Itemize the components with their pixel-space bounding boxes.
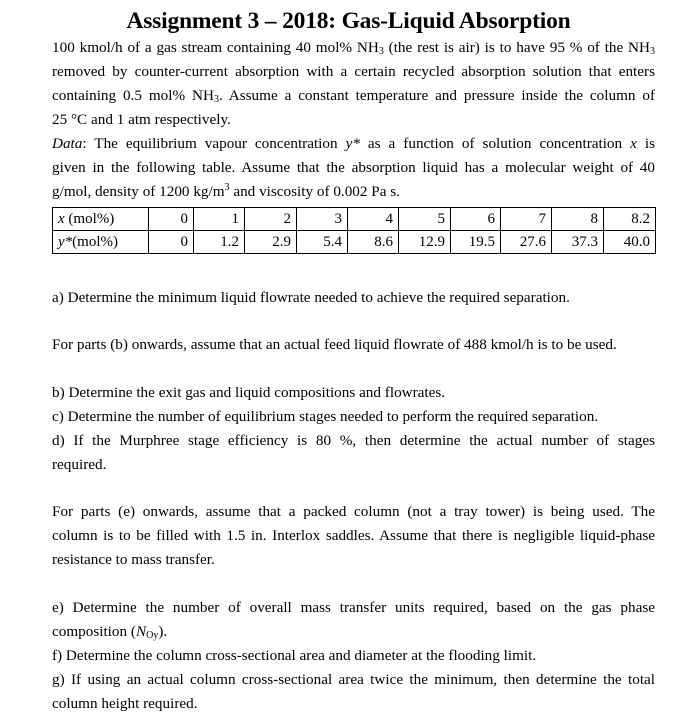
unit-label: (mol%): [72, 234, 118, 250]
text-run: c) Determine the number of equilibrium stages needed to perform the required separation.: [52, 408, 599, 425]
variable-y-star: y*: [345, 135, 360, 152]
row-header-x: [53, 208, 149, 231]
table-cell: 0: [149, 208, 194, 231]
text-run: required.: [52, 456, 107, 473]
text-run: a) Determine the minimum liquid flowrate needed to achieve the required separation.: [52, 289, 570, 306]
table-row-x: [53, 208, 656, 231]
question-g-continued: [52, 692, 655, 716]
data-line: [52, 156, 655, 180]
data-line: [52, 132, 655, 156]
equilibrium-data-table: [52, 207, 656, 254]
page-title: Assignment 3 – 2018: Gas-Liquid Absorption: [126, 8, 571, 34]
table-cell: 7: [501, 208, 552, 231]
text-run: g) If using an actual column cross-sectional area twice the minimum, then determine the total: [52, 671, 655, 688]
table-cell: 0: [149, 231, 194, 254]
unit-label: (mol%): [64, 211, 115, 227]
text-run: as a function of solution concentration: [359, 135, 631, 152]
text-run: f) Determine the column cross-sectional area and diameter at the flooding limit.: [52, 647, 537, 664]
text-run: given in the following table. Assume that the absorption liquid has a molecular weight of 40: [52, 159, 655, 176]
text-run: is: [636, 135, 655, 152]
text-run: b) Determine the exit gas and liquid compositions and flowrates.: [52, 384, 446, 401]
question-f: [52, 644, 655, 668]
text-run: column height required.: [52, 695, 198, 712]
variable-y-star: y*: [58, 234, 73, 250]
table-cell: 4: [348, 208, 399, 231]
intro-line: [52, 60, 655, 84]
table-cell: 1: [194, 208, 245, 231]
note-line: [52, 524, 655, 548]
text-run: and viscosity of 0.002 Pa s.: [229, 183, 400, 200]
text-run: 100 kmol/h of a gas stream containing 40 mol% NH: [52, 39, 379, 56]
table-cell: 1.2: [194, 231, 245, 254]
text-run: For parts (e) onwards, assume that a packed column (not a tray tower) is being used. The: [52, 503, 655, 520]
variable-x: x: [58, 211, 65, 227]
superscript: 3: [224, 182, 230, 193]
table-cell: 8.2: [604, 208, 656, 231]
text-run: For parts (b) onwards, assume that an actual feed liquid flowrate of 488 kmol/h is to be used.: [52, 336, 617, 353]
text-run: ).: [158, 623, 168, 640]
subscript: Oy: [146, 630, 159, 641]
variable-n: N: [135, 623, 147, 640]
text-run: 25 °C and 1 atm respectively.: [52, 111, 231, 128]
table-cell: 12.9: [399, 231, 451, 254]
text-run: resistance to mass transfer.: [52, 551, 215, 568]
table-cell: 2: [245, 208, 297, 231]
note-parts-e-onwards: [52, 500, 655, 572]
note-line: [52, 333, 655, 357]
intro-paragraph: [52, 36, 655, 132]
text-run: column is to be filled with 1.5 in. Interlox saddles. Assume that there is negligible liquid-phase: [52, 527, 655, 544]
row-header-y: [53, 231, 149, 254]
text-run: g/mol, density of 1200 kg/m: [52, 183, 225, 200]
text-run: e) Determine the number of overall mass transfer units required, based on the gas phase: [52, 599, 655, 616]
subscript: 3: [213, 94, 219, 105]
table-cell: 5.4: [297, 231, 348, 254]
question-a: [52, 286, 655, 310]
question-line: [52, 286, 655, 310]
table-cell: 27.6: [501, 231, 552, 254]
questions-b-to-d: [52, 381, 655, 477]
text-run: (the rest is air) is to have 95 % of the NH: [383, 39, 650, 56]
intro-line: [52, 84, 655, 108]
question-b: [52, 381, 655, 405]
subscript: 3: [650, 46, 655, 57]
table-cell: 37.3: [552, 231, 604, 254]
table-cell: 19.5: [451, 231, 501, 254]
text-run: : The equilibrium vapour concentration: [82, 135, 346, 152]
table-row-y: [53, 231, 656, 254]
table-cell: 8.6: [348, 231, 399, 254]
question-d-continued: [52, 453, 655, 477]
text-run: . Assume a constant temperature and pressure inside the column of: [218, 87, 656, 104]
question-e-continued: [52, 620, 655, 644]
table-cell: 5: [399, 208, 451, 231]
data-line: [52, 180, 655, 204]
table-cell: 2.9: [245, 231, 297, 254]
note-parts-b-onwards: [52, 333, 655, 357]
text-run: removed by counter-current absorption with a certain recycled absorption solution that enters: [52, 63, 655, 80]
questions-e-to-g: [52, 596, 655, 716]
variable-x: x: [630, 135, 637, 152]
question-c: [52, 405, 655, 429]
table-cell: 40.0: [604, 231, 656, 254]
intro-line: [52, 36, 655, 60]
note-line: [52, 548, 655, 572]
text-run: containing 0.5 mol% NH: [52, 87, 214, 104]
data-paragraph: [52, 132, 655, 204]
question-e: [52, 596, 655, 620]
table-cell: 6: [451, 208, 501, 231]
question-g: [52, 668, 655, 692]
note-line: [52, 500, 655, 524]
text-run: d) If the Murphree stage efficiency is 80 %, then determine the actual number of stages: [52, 432, 655, 449]
table-cell: 3: [297, 208, 348, 231]
text-run: composition (: [52, 623, 136, 640]
intro-line: [52, 108, 655, 132]
data-label: Data: [52, 135, 83, 152]
question-d: [52, 429, 655, 453]
subscript: 3: [378, 46, 384, 57]
table-cell: 8: [552, 208, 604, 231]
